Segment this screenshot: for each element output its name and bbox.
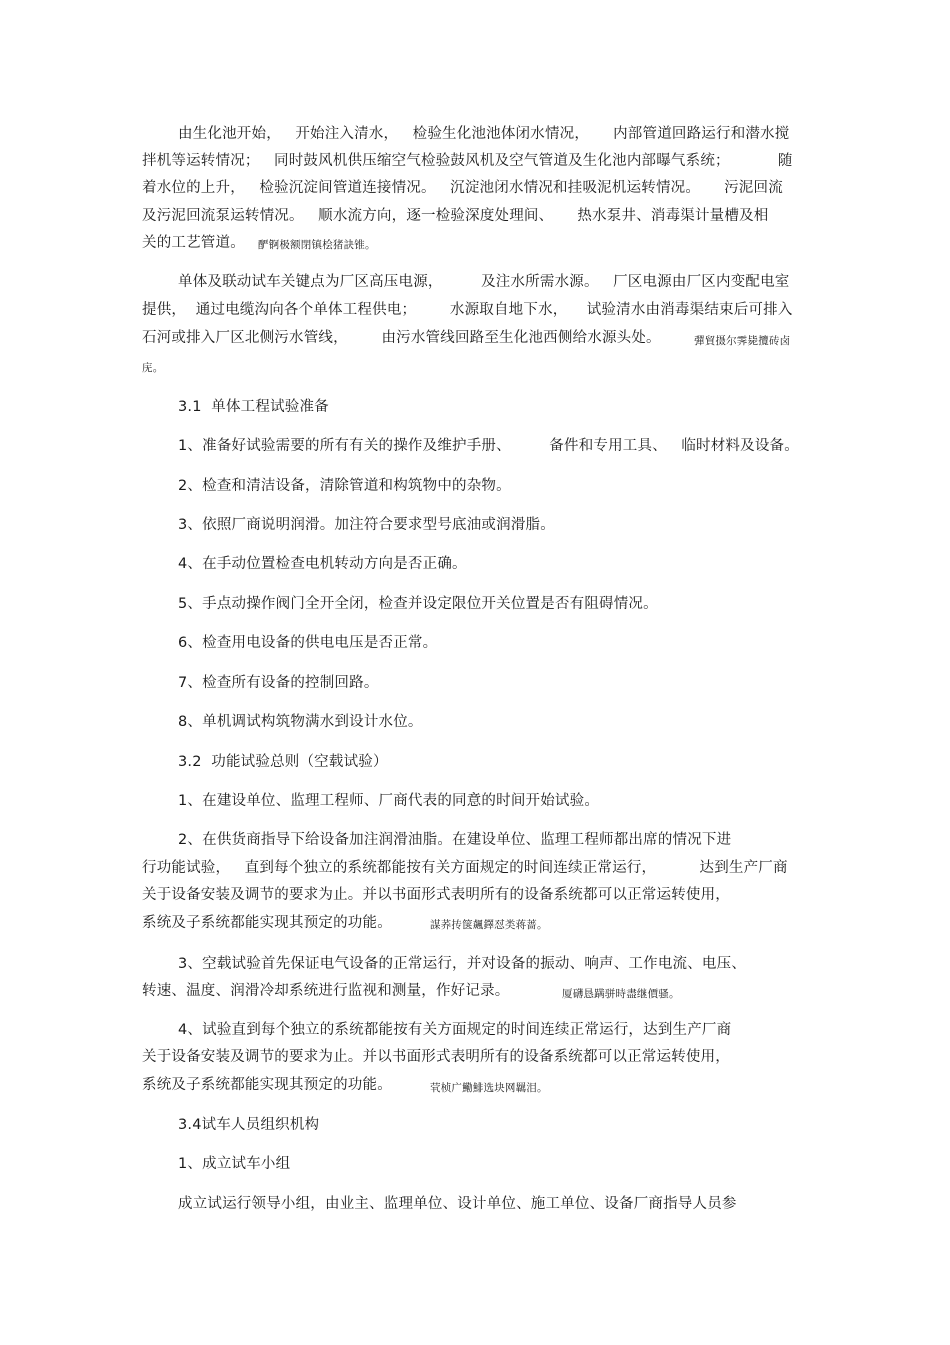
section-heading: 3.1 单体工程试验准备	[178, 399, 329, 415]
text-line: 关于设备安装及调节的要求为止。并以书面形式表明所有的设备系统都可以正常运转使用，	[142, 1049, 730, 1065]
text-line: 石河或排入厂区北侧污水管线， 由污水管线回路至生化池西侧给水源头处。	[142, 330, 661, 346]
list-item: 2、检查和清洁设备，清除管道和构筑物中的杂物。	[178, 478, 511, 494]
list-item: 3、依照厂商说明润滑。加注符合要求型号底油或润滑脂。	[178, 517, 555, 533]
section-heading: 3.4试车人员组织机构	[178, 1117, 320, 1133]
list-item: 5、手点动操作阀门全开全闭，检查并设定限位开关位置是否有阻碍情况。	[178, 596, 658, 612]
text-note: 茕桢广鰳鯡选块网羈泪。	[430, 1082, 548, 1094]
text-line: 行功能试验， 直到每个独立的系统都能按有关方面规定的时间连续正常运行， 达到生产厂商	[142, 860, 788, 876]
text-line: 成立试运行领导小组，由业主、监理单位、设计单位、施工单位、设备厂商指导人员参	[178, 1196, 737, 1212]
section-heading: 3.2 功能试验总则（空载试验）	[178, 754, 388, 770]
text-line: 提供， 通过电缆沟向各个单体工程供电； 水源取自地下水， 试验清水由消毒渠结束后可排入	[142, 302, 793, 318]
text-line: 转速、温度、润滑冷却系统进行监视和测量，作好记录。	[142, 983, 510, 999]
text-note: 厦礴恳蹒骈時盡继價骚。	[562, 988, 680, 1000]
text-line: 系统及子系统都能实现其预定的功能。	[142, 915, 392, 931]
text-note: 酽锕极额閉镇桧猪訣锥。	[258, 239, 376, 251]
text-line: 由生化池开始， 开始注入清水， 检验生化池池体闭水情况， 内部管道回路运行和潜水搅	[178, 126, 790, 142]
text-note: 庑。	[142, 362, 164, 374]
list-item: 6、检查用电设备的供电电压是否正常。	[178, 635, 438, 651]
list-item: 7、检查所有设备的控制回路。	[178, 675, 379, 691]
text-line: 拌机等运转情况； 同时鼓风机供压缩空气检验鼓风机及空气管道及生化池内部曝气系统； 随	[142, 153, 793, 169]
text-note: 謀荞抟箧飆鐸怼类蒋蔷。	[430, 919, 548, 931]
text-line: 着水位的上升， 检验沉淀间管道连接情况。 沉淀池闭水情况和挂吸泥机运转情况。 污泥回流	[142, 180, 783, 196]
list-item: 8、单机调试构筑物满水到设计水位。	[178, 714, 423, 730]
list-item: 1、准备好试验需要的所有有关的操作及维护手册、 备件和专用工具、 临时材料及设备。	[178, 438, 799, 454]
list-item: 3、空载试验首先保证电气设备的正常运行，并对设备的振动、响声、工作电流、电压、	[178, 956, 747, 972]
list-item: 4、试验直到每个独立的系统都能按有关方面规定的时间连续正常运行，达到生产厂商	[178, 1022, 732, 1038]
list-item: 1、成立试车小组	[178, 1156, 291, 1172]
text-line: 关于设备安装及调节的要求为止。并以书面形式表明所有的设备系统都可以正常运转使用，	[142, 887, 730, 903]
text-note: 彈貿摄尔霁毙攬砖卤	[694, 335, 791, 347]
list-item: 1、在建设单位、监理工程师、厂商代表的同意的时间开始试验。	[178, 793, 600, 809]
list-item: 4、在手动位置检查电机转动方向是否正确。	[178, 556, 467, 572]
text-line: 单体及联动试车关键点为厂区高压电源， 及注水所需水源。 厂区电源由厂区内变配电室	[178, 274, 790, 290]
text-line: 及污泥回流泵运转情况。 顺水流方向，逐一检验深度处理间、 热水泵井、消毒渠计量槽及相	[142, 208, 769, 224]
text-line: 关的工艺管道。	[142, 235, 245, 251]
text-line: 系统及子系统都能实现其预定的功能。	[142, 1077, 392, 1093]
list-item: 2、在供货商指导下给设备加注润滑油脂。在建设单位、监理工程师都出席的情况下进	[178, 832, 732, 848]
